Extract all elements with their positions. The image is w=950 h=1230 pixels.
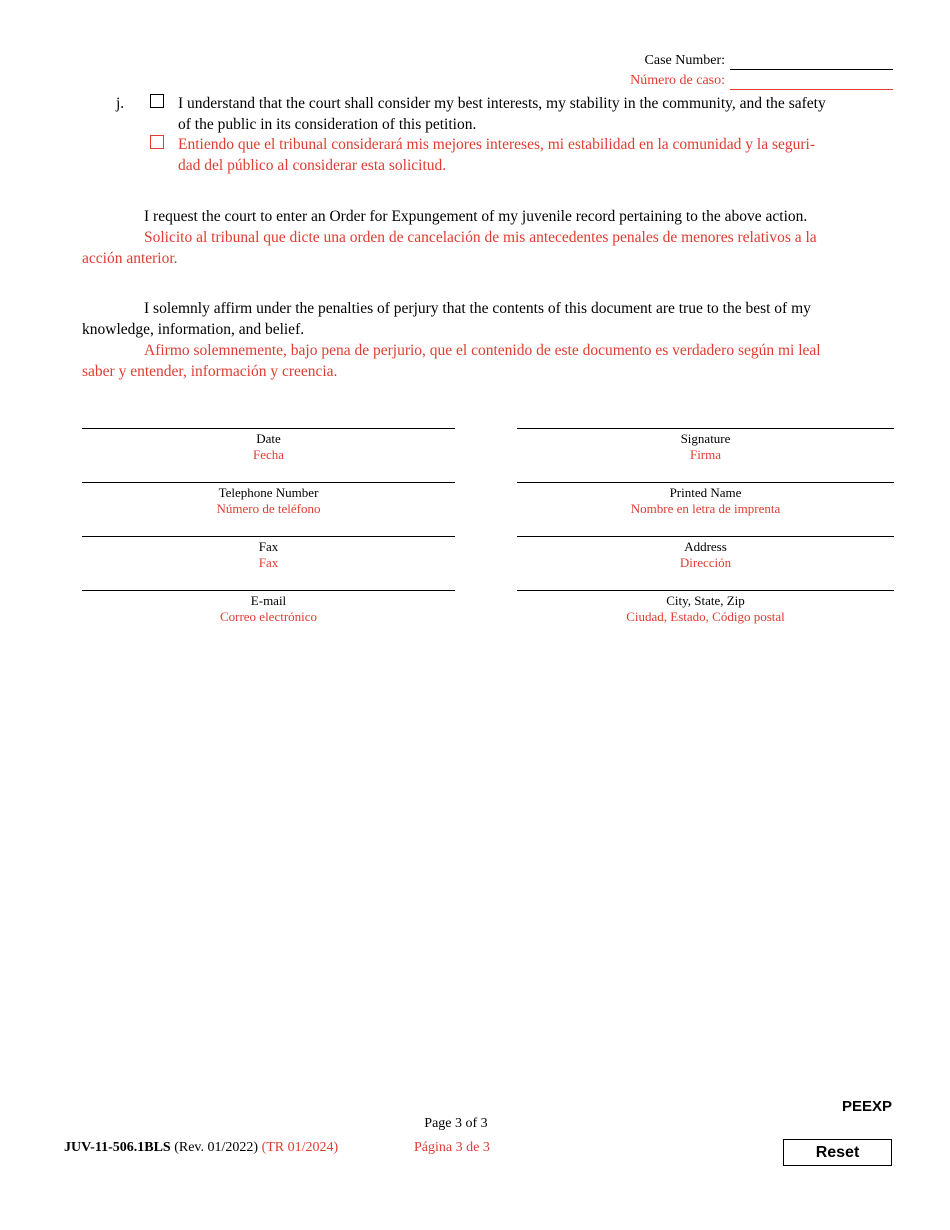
telephone-label-es: Número de teléfono bbox=[216, 501, 321, 516]
address-label: Address bbox=[684, 539, 727, 554]
telephone-label: Telephone Number bbox=[218, 485, 319, 500]
case-number-label: Case Number: bbox=[644, 53, 725, 68]
date-label-es: Fecha bbox=[252, 447, 285, 462]
date-label: Date bbox=[256, 431, 281, 446]
request-text-es-line2: acción anterior. bbox=[82, 250, 178, 267]
printed-name-field[interactable] bbox=[517, 482, 894, 517]
form-id-badge: PEEXP bbox=[841, 1098, 892, 1115]
item-j-en-line2: of the public in its consideration of this petition. bbox=[178, 116, 477, 133]
affirm-text-en-line1: I solemnly affirm under the penalties of perjury that the contents of this document are true to the best of my bbox=[144, 300, 811, 317]
form-code: JUV-11-506.1BLS bbox=[64, 1140, 171, 1155]
affirm-text-es-line2: saber y entender, información y creencia. bbox=[82, 363, 338, 380]
form-code-line bbox=[64, 1139, 338, 1157]
item-j-es-line1: Entiendo que el tribunal considerará mis mejores intereses, mi estabilidad en la comunidad y la seguri- bbox=[178, 136, 816, 153]
telephone-field[interactable] bbox=[82, 482, 455, 517]
page-number: Page 3 of 3 bbox=[424, 1116, 488, 1131]
item-j-checkbox-es[interactable] bbox=[150, 135, 164, 149]
fax-field[interactable] bbox=[82, 536, 455, 571]
address-field[interactable] bbox=[517, 536, 894, 571]
case-number-row-es bbox=[630, 72, 893, 90]
fax-label-es: Fax bbox=[258, 555, 279, 570]
date-field[interactable] bbox=[82, 428, 455, 463]
city-state-zip-label: City, State, Zip bbox=[666, 593, 745, 608]
page-number-es: Página 3 de 3 bbox=[414, 1140, 490, 1155]
address-label-es: Dirección bbox=[679, 555, 732, 570]
item-j-text-es bbox=[178, 134, 815, 176]
request-text-es-line1: Solicito al tribunal que dicte una orden de cancelación de mis antecedentes penales de menores relativos a la bbox=[144, 229, 817, 246]
item-j-es-line2: dad del público al considerar esta solicitud. bbox=[178, 157, 447, 174]
case-number-field-es[interactable] bbox=[730, 74, 893, 90]
item-letter: j. bbox=[116, 95, 125, 112]
city-state-zip-field[interactable] bbox=[517, 590, 894, 625]
form-revision: (Rev. 01/2022) bbox=[174, 1140, 259, 1155]
case-number-field[interactable] bbox=[730, 54, 893, 70]
item-j-text-en bbox=[178, 93, 826, 135]
email-label: E-mail bbox=[250, 593, 287, 608]
form-translation-revision: (TR 01/2024) bbox=[261, 1140, 339, 1155]
printed-name-label: Printed Name bbox=[669, 485, 742, 500]
affirm-text-en-line2: knowledge, information, and belief. bbox=[82, 321, 305, 338]
signature-label-es: Firma bbox=[689, 447, 722, 462]
fax-label: Fax bbox=[258, 539, 279, 554]
case-number-label-es: Número de caso: bbox=[630, 73, 725, 88]
case-number-row bbox=[645, 52, 893, 70]
item-j-checkbox[interactable] bbox=[150, 94, 164, 108]
signature-field[interactable] bbox=[517, 428, 894, 463]
affirm-text-es-line1: Afirmo solemnemente, bajo pena de perjurio, que el contenido de este documento es verdadero según mi leal bbox=[144, 342, 821, 359]
printed-name-label-es: Nombre en letra de imprenta bbox=[630, 501, 781, 516]
city-state-zip-label-es: Ciudad, Estado, Código postal bbox=[626, 609, 785, 624]
signature-label: Signature bbox=[680, 431, 731, 446]
request-text-en: I request the court to enter an Order for Expungement of my juvenile record pertaining to the above action. bbox=[144, 208, 808, 225]
reset-button[interactable]: Reset bbox=[783, 1139, 892, 1166]
email-field[interactable] bbox=[82, 590, 455, 625]
email-label-es: Correo electrónico bbox=[219, 609, 318, 624]
item-j-en-line1: I understand that the court shall consider my best interests, my stability in the community, and the safety bbox=[178, 95, 826, 112]
